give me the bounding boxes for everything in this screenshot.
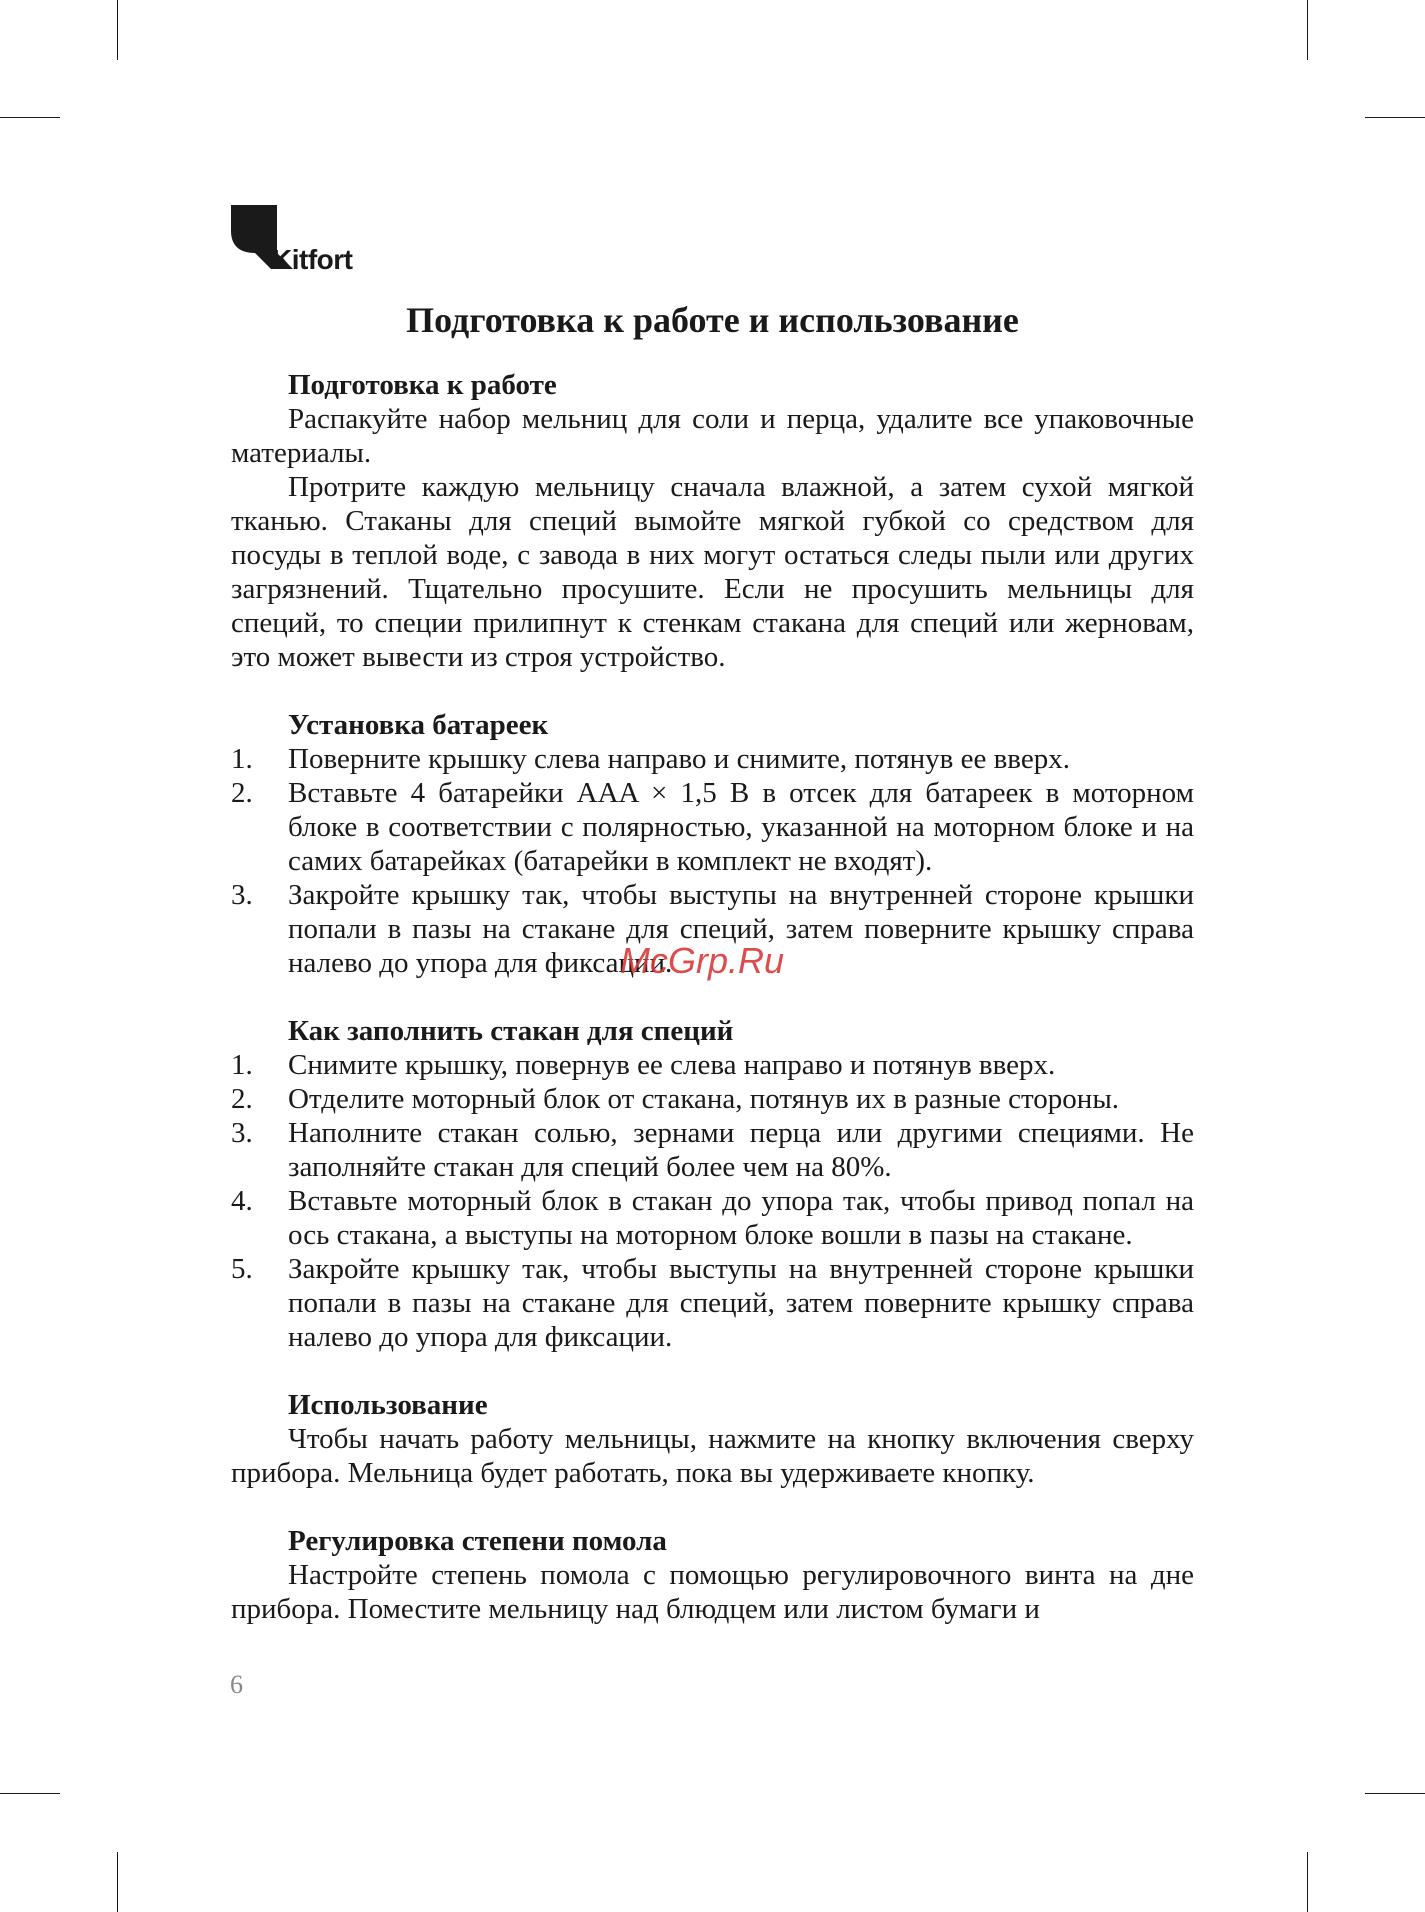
page-title: Подготовка к работе и использование (406, 300, 1019, 340)
step-number: 3. (231, 1117, 253, 1149)
step-number: 4. (231, 1185, 253, 1217)
crop-mark (0, 1793, 60, 1794)
step-text: Вставьте моторный блок в стакан до упора так, чтобы привод попал на ось стакана, а выступы на моторном блоке вошли в пазы на стакане. (288, 1185, 1194, 1251)
list-item (231, 1048, 1194, 1082)
paragraph: Чтобы начать работу мельницы, нажмите на кнопку включения сверху прибора. Мельница будет работать, пока вы удерживаете кнопку. (231, 1423, 1194, 1489)
paragraph: Протрите каждую мельницу сначала влажной, а затем сухой мягкой тканью. Стаканы для специй вымойте мягкой губкой со средством для посуды в теплой воде, с завода в них могут остаться следы пыли или других загрязнений. Тщательно просушите. Если не просушить мельницы для специй, то специи прилипнут к стенкам стакана для специй или жерновам, это может вывести из строя устройство. (231, 471, 1194, 673)
crop-mark (117, 1852, 118, 1912)
step-number: 2. (231, 777, 253, 809)
section-heading: Как заполнить стакан для специй (288, 1015, 734, 1047)
step-text: Закройте крышку так, чтобы выступы на внутренней стороне крышки попали в пазы на стакане для специй, затем поверните крышку справа налево до упора для фиксации. (288, 1253, 1194, 1353)
step-number: 3. (231, 879, 253, 911)
step-number: 5. (231, 1253, 253, 1285)
list-item (231, 1082, 1194, 1116)
step-text: Отделите моторный блок от стакана, потянув их в разные стороны. (288, 1083, 1120, 1115)
crop-mark (0, 117, 60, 118)
section-usage (231, 1388, 1194, 1490)
crop-mark (1307, 1852, 1308, 1912)
step-text: Закройте крышку так, чтобы выступы на внутренней стороне крышки попали в пазы на стакане для специй, затем поверните крышку справа налево до упора для фиксации. (288, 879, 1194, 979)
list-item (231, 776, 1194, 878)
crop-mark (117, 0, 118, 60)
section-heading: Подготовка к работе (288, 369, 557, 401)
step-number: 2. (231, 1083, 253, 1115)
crop-mark (1365, 1793, 1425, 1794)
list-item (231, 1252, 1194, 1354)
section-prep (231, 368, 1194, 674)
section-grind (231, 1524, 1194, 1626)
paragraph: Распакуйте набор мельниц для соли и перца, удалите все упаковочные материалы. (231, 403, 1194, 469)
list-item (231, 1116, 1194, 1184)
crop-mark (1365, 117, 1425, 118)
step-text: Снимите крышку, повернув ее слева направо и потянув вверх. (288, 1049, 1056, 1081)
step-text: Вставьте 4 батарейки AAA × 1,5 В в отсек для батареек в моторном блоке в соответствии с полярностью, указанной на моторном блоке и на самих батарейках (батарейки в комплект не входят). (288, 777, 1194, 877)
section-fill (231, 1014, 1194, 1354)
step-number: 1. (231, 1049, 253, 1081)
watermark: McGrp.Ru (620, 940, 785, 981)
step-number: 1. (231, 743, 253, 775)
step-text: Наполните стакан солью, зернами перца или другими специями. Не заполняйте стакан для специй более чем на 80%. (288, 1117, 1194, 1183)
paragraph: Настройте степень помола с помощью регулировочного винта на дне прибора. Поместите мельницу над блюдцем или листом бумаги и (231, 1559, 1194, 1625)
list-item (231, 1184, 1194, 1252)
section-heading: Использование (288, 1389, 488, 1421)
brand-name: Kitfort (272, 244, 353, 275)
page-number: 6 (230, 1670, 243, 1699)
section-heading: Установка батареек (288, 709, 549, 741)
list-item (231, 742, 1194, 776)
step-text: Поверните крышку слева направо и снимите, потянув ее вверх. (288, 743, 1070, 775)
crop-mark (1307, 0, 1308, 60)
section-heading: Регулировка степени помола (288, 1525, 667, 1557)
